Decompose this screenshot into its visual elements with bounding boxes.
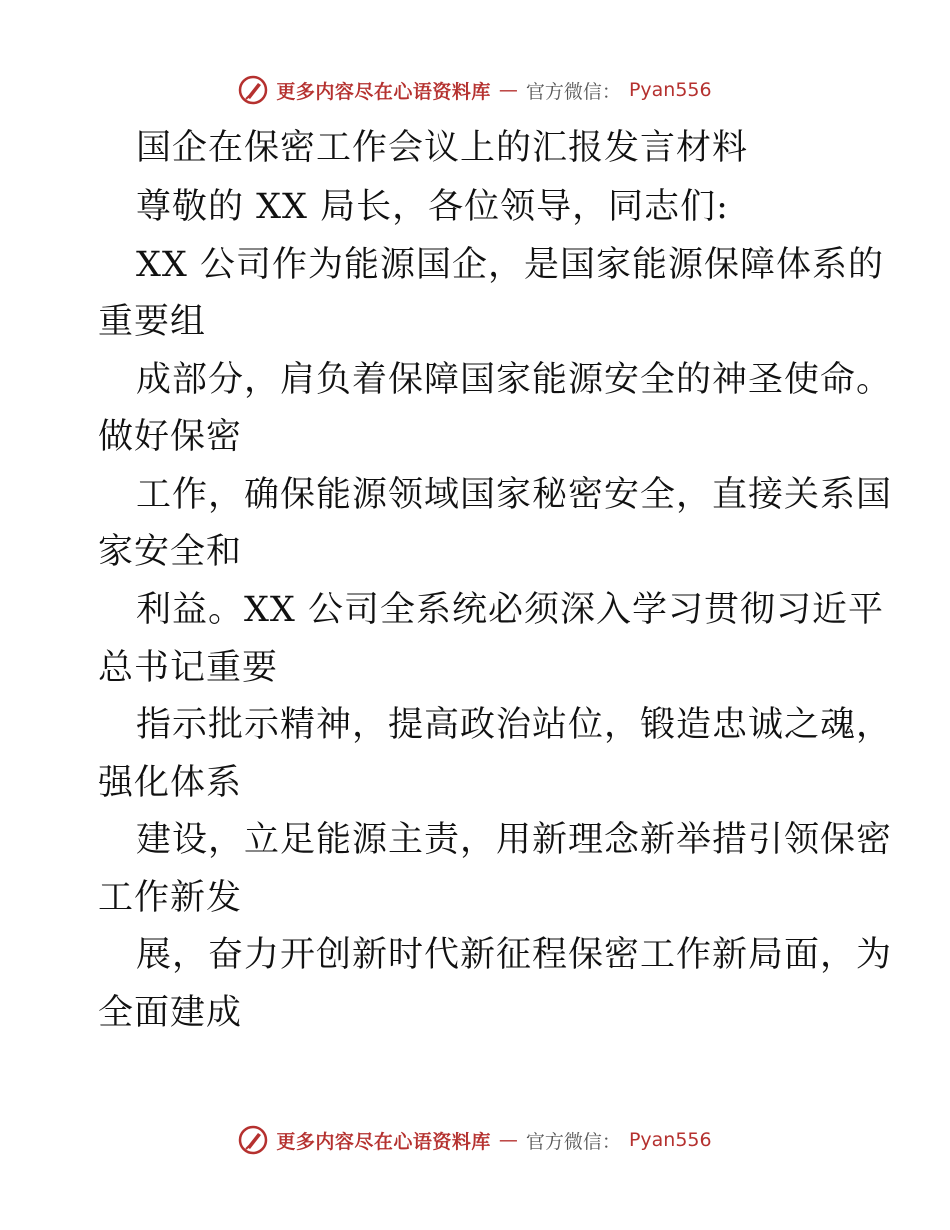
paragraph-line: 总书记重要 bbox=[98, 648, 279, 688]
paragraph-line: 全面建成 bbox=[98, 993, 243, 1033]
watermark-account: Pyan556 bbox=[628, 79, 712, 101]
watermark-label: 官方微信： bbox=[525, 1130, 621, 1153]
watermark-account: Pyan556 bbox=[628, 1129, 712, 1151]
watermark-separator: — bbox=[498, 79, 518, 101]
paragraph-line: 重要组 bbox=[98, 302, 207, 342]
paragraph-line: XX 公司作为能源国企，是国家能源保障体系的 bbox=[136, 245, 884, 285]
watermark-label: 官方微信： bbox=[525, 80, 621, 103]
paragraph-line: 家安全和 bbox=[98, 532, 243, 572]
paragraph-line: 工作新发 bbox=[98, 878, 243, 918]
document-title: 国企在保密工作会议上的汇报发言材料 bbox=[136, 128, 749, 168]
quill-pen-logo-icon bbox=[238, 1125, 268, 1155]
watermark-separator: — bbox=[498, 1129, 518, 1151]
watermark-site-text: 更多内容尽在心语资料库 bbox=[276, 80, 491, 103]
footer-watermark bbox=[0, 1120, 950, 1160]
paragraph-line: 指示批示精神，提高政治站位，锻造忠诚之魂， bbox=[136, 705, 893, 745]
paragraph-line: 成部分，肩负着保障国家能源安全的神圣使命。 bbox=[136, 360, 893, 400]
paragraph-line: 工作，确保能源领域国家秘密安全，直接关系国 bbox=[136, 475, 893, 515]
paragraph-line: 建设，立足能源主责，用新理念新举措引领保密 bbox=[136, 820, 893, 860]
watermark-site-text: 更多内容尽在心语资料库 bbox=[276, 1130, 491, 1153]
header-watermark bbox=[0, 70, 950, 110]
paragraph-line: 展，奋力开创新时代新征程保密工作新局面，为 bbox=[136, 935, 893, 975]
paragraph-line: 强化体系 bbox=[98, 763, 243, 803]
paragraph-line: 利益。XX 公司全系统必须深入学习贯彻习近平 bbox=[136, 590, 884, 630]
quill-pen-logo-icon bbox=[238, 75, 268, 105]
salutation: 尊敬的 XX 局长，各位领导，同志们: bbox=[136, 187, 729, 227]
paragraph-line: 做好保密 bbox=[98, 417, 243, 457]
